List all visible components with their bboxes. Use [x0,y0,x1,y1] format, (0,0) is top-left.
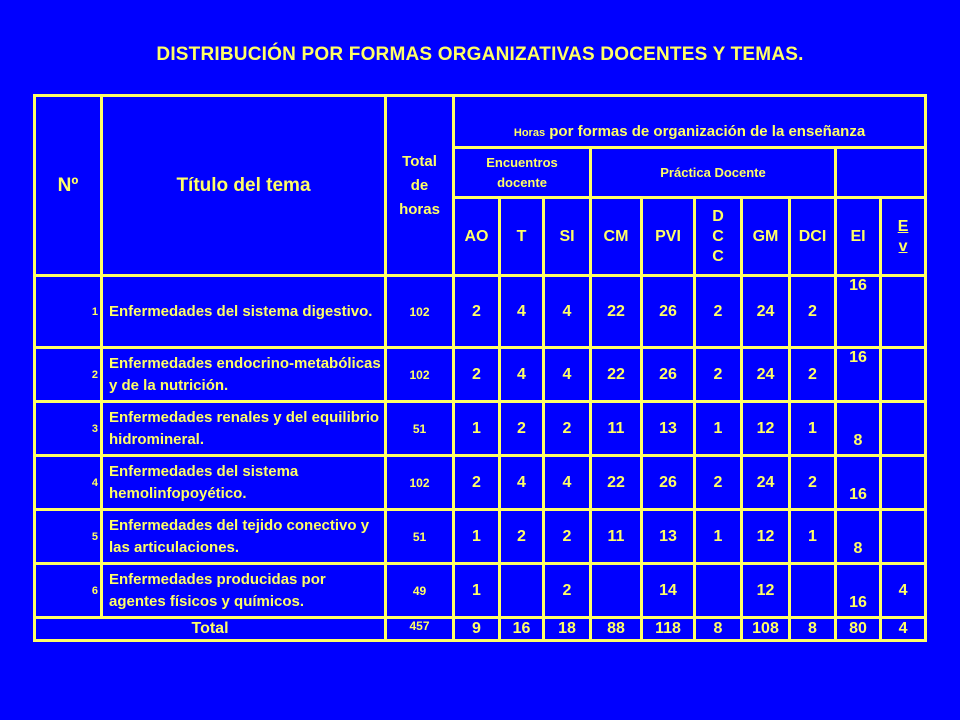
row-number: 6 [35,564,102,618]
total-pvi: 118 [642,618,695,641]
header-empty [836,148,926,198]
col-gm: GM [742,198,790,276]
row-cm: 22 [591,348,642,402]
total-label: Total [35,618,386,641]
row-ev: 4 [881,564,926,618]
row-ao: 1 [454,402,500,456]
row-pvi: 14 [642,564,695,618]
row-ao: 2 [454,276,500,348]
row-t: 4 [500,276,544,348]
row-dci: 2 [790,348,836,402]
row-dci: 2 [790,456,836,510]
header-hours-small: Horas [513,127,546,139]
row-gm: 24 [742,456,790,510]
col-ei: EI [836,198,881,276]
header-total-hours-label: Total de horas [399,152,440,218]
row-pvi: 26 [642,456,695,510]
row-cm: 11 [591,510,642,564]
header-no: Nº [35,96,102,276]
row-number: 2 [35,348,102,402]
col-ev-label: Ev [897,217,909,255]
row-cm [591,564,642,618]
table-row [35,510,926,564]
row-pvi: 13 [642,402,695,456]
row-total-hours: 102 [386,276,454,348]
row-gm: 24 [742,348,790,402]
row-t: 4 [500,348,544,402]
header-practica: Práctica Docente [591,148,836,198]
row-topic: Enfermedades producidas por agentes físicos y químicos. [102,564,386,618]
table-row [35,402,926,456]
table-row [35,348,926,402]
row-dci: 2 [790,276,836,348]
row-gm: 24 [742,276,790,348]
row-pvi: 13 [642,510,695,564]
row-number: 3 [35,402,102,456]
row-si: 4 [544,456,591,510]
row-topic: Enfermedades renales y del equilibrio hidromineral. [102,402,386,456]
row-ei: 8 [836,510,881,564]
row-cm: 11 [591,402,642,456]
table-row [35,456,926,510]
row-topic: Enfermedades del tejido conectivo y las articulaciones. [102,510,386,564]
row-ao: 2 [454,456,500,510]
header-topic-title: Título del tema [102,96,386,276]
row-ev [881,276,926,348]
row-si: 2 [544,564,591,618]
row-number: 5 [35,510,102,564]
row-ei: 16 [836,276,881,348]
row-ev [881,456,926,510]
row-pvi: 26 [642,348,695,402]
col-dcc-label: DCC [712,207,724,265]
total-dci: 8 [790,618,836,641]
col-dcc [695,198,742,276]
row-si: 2 [544,510,591,564]
row-ao: 1 [454,510,500,564]
total-t: 16 [500,618,544,641]
col-si: SI [544,198,591,276]
row-number: 1 [35,276,102,348]
total-ev: 4 [881,618,926,641]
row-gm: 12 [742,564,790,618]
col-dci: DCI [790,198,836,276]
table-row [35,564,926,618]
row-dcc [695,564,742,618]
row-ei: 16 [836,456,881,510]
header-encuentros [454,148,591,198]
row-gm: 12 [742,402,790,456]
row-t [500,564,544,618]
row-si: 2 [544,402,591,456]
row-ei: 16 [836,348,881,402]
row-total-hours: 49 [386,564,454,618]
row-t: 4 [500,456,544,510]
col-ev [881,198,926,276]
row-t: 2 [500,402,544,456]
row-total-hours: 102 [386,348,454,402]
row-topic: Enfermedades del sistema digestivo. [102,276,386,348]
row-ao: 1 [454,564,500,618]
row-ev [881,402,926,456]
row-t: 2 [500,510,544,564]
row-si: 4 [544,276,591,348]
row-dcc: 2 [695,456,742,510]
row-dcc: 1 [695,510,742,564]
row-ev [881,348,926,402]
total-ao: 9 [454,618,500,641]
row-dcc: 1 [695,402,742,456]
col-pvi: PVI [642,198,695,276]
row-gm: 12 [742,510,790,564]
header-encuentros-label: Encuentros docente [486,154,558,190]
col-cm: CM [591,198,642,276]
row-total-hours: 51 [386,510,454,564]
row-dci [790,564,836,618]
row-dcc: 2 [695,276,742,348]
row-ao: 2 [454,348,500,402]
row-pvi: 26 [642,276,695,348]
row-dci: 1 [790,510,836,564]
total-dcc: 8 [695,618,742,641]
col-t: T [500,198,544,276]
row-total-hours: 102 [386,456,454,510]
total-cm: 88 [591,618,642,641]
total-hours: 457 [386,618,454,641]
row-dci: 1 [790,402,836,456]
row-number: 4 [35,456,102,510]
row-cm: 22 [591,456,642,510]
header-hours-forms: por formas de organización de la enseñanza [549,123,866,140]
row-total-hours: 51 [386,402,454,456]
header-hours-by-form [454,96,926,148]
row-si: 4 [544,348,591,402]
total-si: 18 [544,618,591,641]
header-total-hours [386,96,454,276]
distribution-table [33,94,927,642]
col-ao: AO [454,198,500,276]
total-row [35,618,926,641]
table-row [35,276,926,348]
row-ev [881,510,926,564]
row-topic: Enfermedades del sistema hemolinfopoyético. [102,456,386,510]
row-dcc: 2 [695,348,742,402]
row-cm: 22 [591,276,642,348]
total-gm: 108 [742,618,790,641]
row-topic: Enfermedades endocrino-metabólicas y de la nutrición. [102,348,386,402]
page-title: DISTRIBUCIÓN POR FORMAS ORGANIZATIVAS DOCENTES Y TEMAS. [156,44,804,65]
total-ei: 80 [836,618,881,641]
row-ei: 8 [836,402,881,456]
row-ei: 16 [836,564,881,618]
